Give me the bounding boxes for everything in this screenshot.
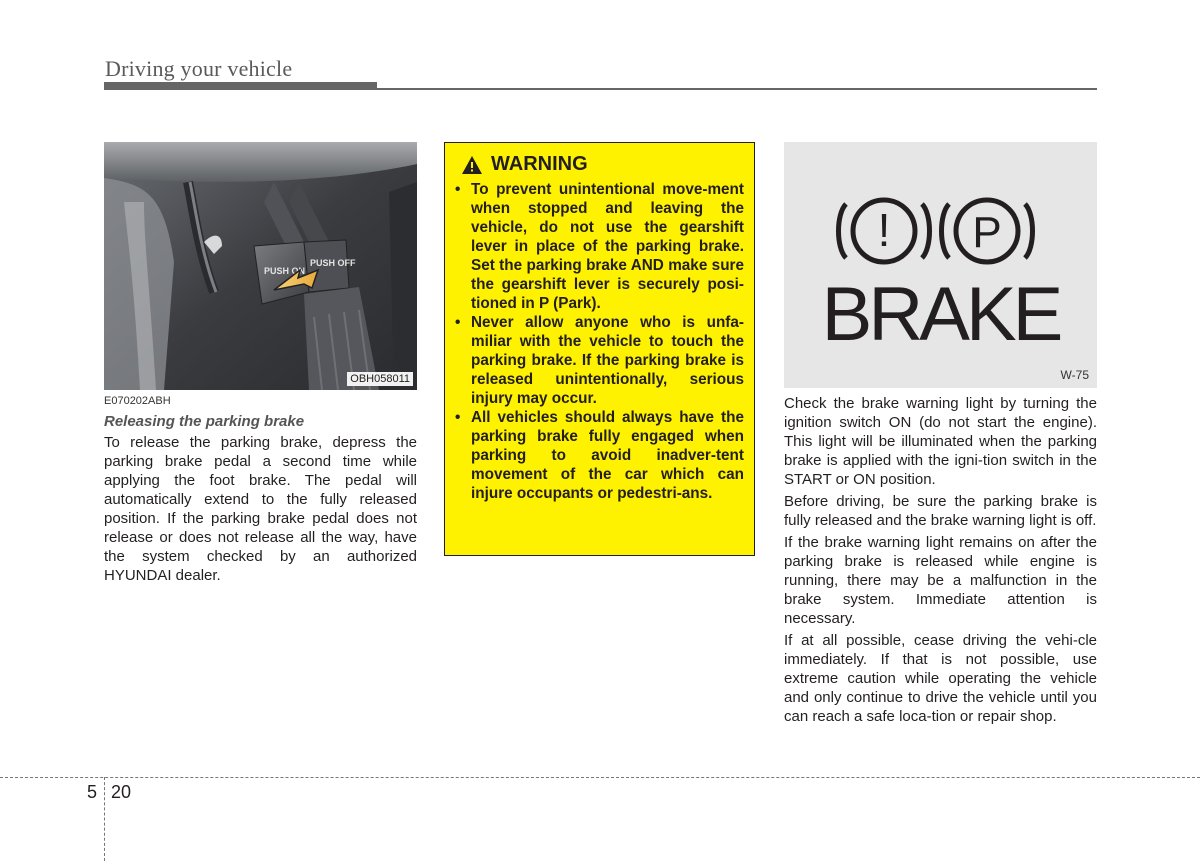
footer-rule	[0, 777, 1200, 778]
warning-triangle-icon	[461, 155, 483, 175]
warning-heading	[461, 153, 744, 176]
paragraph: If the brake warning light remains on after the parking brake is released while engine is running, there may be a malfunction in the brake system. Immediate attention is necessary.	[784, 534, 1097, 627]
release-instructions-text: To release the parking brake, depress the parking brake pedal a second time while applying the foot brake. The pedal will automatically extend to the fully released position. If the parking brake pedal does not release or does not release all the way, have the system checked by an authorized HYUNDAI dealer.	[104, 434, 417, 584]
exclamation-glyph: !	[877, 204, 891, 256]
warning-item: • Never allow anyone who is unfa-miliar with the vehicle to touch the parking brake. If the parking brake is released unintentionally, serious injury may occur.	[455, 313, 744, 408]
warning-list	[455, 180, 744, 503]
header-rule-thin	[377, 88, 1097, 90]
section-subheading: Releasing the parking brake	[104, 413, 305, 430]
header-rule-thick	[104, 82, 377, 90]
parking-brake-pedal-photo	[104, 142, 417, 390]
brake-p-icon	[942, 200, 1033, 262]
warning-item: • All vehicles should always have the parking brake fully engaged when parking to avoid inadver-tent movement of the car which can injure occupants or pedestri-ans.	[455, 408, 744, 503]
page-header-title: Driving your vehicle	[105, 56, 293, 81]
warning-item: • To prevent unintentional move-ment when stopped and leaving the vehicle, do not use the gearshift lever in place of the parking brake. Set the parking brake AND make sure the gearshift lever is securely posi-tioned in P (Park).	[455, 180, 744, 313]
warning-box	[444, 142, 755, 556]
paragraph: Before driving, be sure the parking brake is fully released and the brake warning light is off.	[784, 493, 1097, 529]
section-code: E070202ABH	[104, 395, 171, 407]
warning-title: WARNING	[491, 153, 588, 175]
brake-warning-light-illustration	[784, 142, 1097, 388]
image-code: W-75	[1060, 368, 1089, 382]
page-number: 20	[111, 782, 132, 802]
brake-exclamation-icon	[839, 200, 930, 262]
brake-light-text	[784, 394, 1097, 729]
paragraph: If at all possible, cease driving the vehi-cle immediately. If that is not possible, use extreme caution while operating the vehicle and only continue to drive the vehicle until you can reach a safe loca-tion or repair shop.	[784, 632, 1097, 725]
p-glyph: P	[972, 208, 1002, 257]
photo-label-push-on: PUSH ON	[264, 266, 306, 276]
footer-vertical-rule	[104, 777, 105, 861]
paragraph: Check the brake warning light by turning the ignition switch ON (do not start the engine). This light will be illuminated when the parking brake is applied with the igni-tion switch in the START or ON position.	[784, 395, 1097, 488]
photo-caption: OBH058011	[347, 372, 413, 386]
pedal-illustration	[104, 142, 417, 390]
photo-label-push-off: PUSH OFF	[310, 258, 356, 268]
brake-warning-symbols	[784, 142, 1097, 272]
chapter-number: 5	[87, 782, 98, 802]
brake-word: BRAKE	[821, 272, 1060, 357]
